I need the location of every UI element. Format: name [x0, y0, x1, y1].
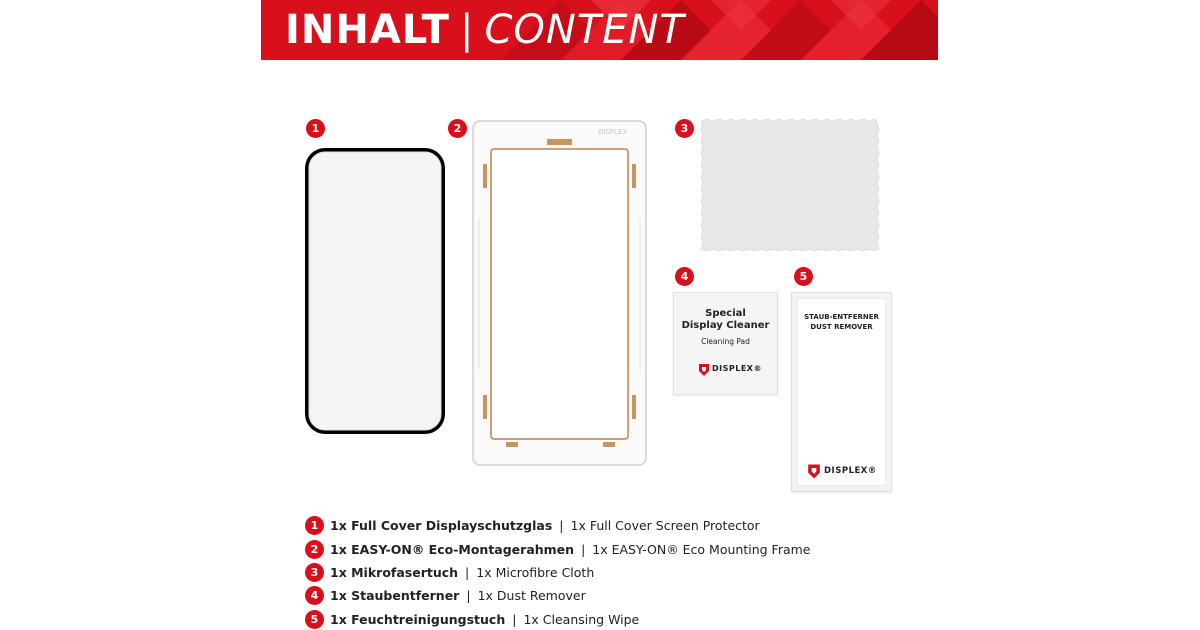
- legend-badge-4: 4: [305, 586, 324, 605]
- product-badge-1: 1: [306, 119, 325, 138]
- displex-shield-icon: [807, 463, 821, 480]
- legend-badge-3: 3: [305, 563, 324, 582]
- wipe-brand-logo: [698, 363, 762, 377]
- displex-shield-icon: [698, 363, 710, 377]
- dust-remover-image: [791, 292, 892, 492]
- wipe-line-special: Special: [705, 308, 746, 319]
- frame-brand-label: DISPLEX: [598, 128, 628, 136]
- wipe-brand-text: DISPLEX®: [712, 364, 762, 373]
- legend-item-de: 1x Staubentferner: [330, 588, 460, 603]
- legend-item-en: 1x EASY-ON® Eco Mounting Frame: [592, 542, 811, 557]
- title-german: INHALT: [285, 7, 450, 53]
- legend-item-en: 1x Dust Remover: [477, 588, 586, 603]
- dust-line-de: STAUB-ENTFERNER: [804, 313, 879, 321]
- dust-line-en: DUST REMOVER: [810, 323, 873, 331]
- legend-item-en: 1x Cleansing Wipe: [523, 612, 640, 627]
- legend-item-de: 1x EASY-ON® Eco-Montagerahmen: [330, 542, 575, 557]
- legend-item-de: 1x Mikrofasertuch: [330, 565, 459, 580]
- title-separator: |: [459, 7, 475, 53]
- header-banner: [261, 0, 938, 60]
- dust-brand-logo: [807, 463, 885, 481]
- product-badge-5: 5: [794, 267, 813, 286]
- dust-brand-text: DISPLEX®: [824, 466, 877, 476]
- legend-badge-1: 1: [305, 516, 324, 535]
- legend-badge-5: 5: [305, 610, 324, 629]
- legend-separator: |: [466, 588, 471, 603]
- product-badge-3: 3: [675, 119, 694, 138]
- page-title: [285, 6, 685, 54]
- legend-separator: |: [512, 612, 517, 627]
- cleansing-wipe-image: [673, 292, 778, 395]
- product-badge-2: 2: [448, 119, 467, 138]
- screen-protector-image: [302, 145, 448, 437]
- legend-item-en: 1x Microfibre Cloth: [476, 565, 595, 580]
- mounting-frame-image: [471, 119, 648, 467]
- legend-separator: |: [581, 542, 586, 557]
- microfibre-cloth-image: [697, 117, 882, 255]
- title-english: CONTENT: [484, 7, 685, 53]
- product-badge-4: 4: [675, 267, 694, 286]
- legend-item-de: 1x Full Cover Displayschutzglas: [330, 518, 553, 533]
- legend-separator: |: [465, 565, 470, 580]
- dust-remover-sticker: [797, 298, 886, 486]
- legend-item-en: 1x Full Cover Screen Protector: [570, 518, 760, 533]
- legend-badge-2: 2: [305, 540, 324, 559]
- legend-separator: |: [559, 518, 564, 533]
- wipe-line-display-cleaner: Display Cleaner: [681, 320, 770, 331]
- legend-item-de: 1x Feuchtreinigungstuch: [330, 612, 506, 627]
- wipe-line-cleaning-pad: Cleaning Pad: [701, 337, 750, 346]
